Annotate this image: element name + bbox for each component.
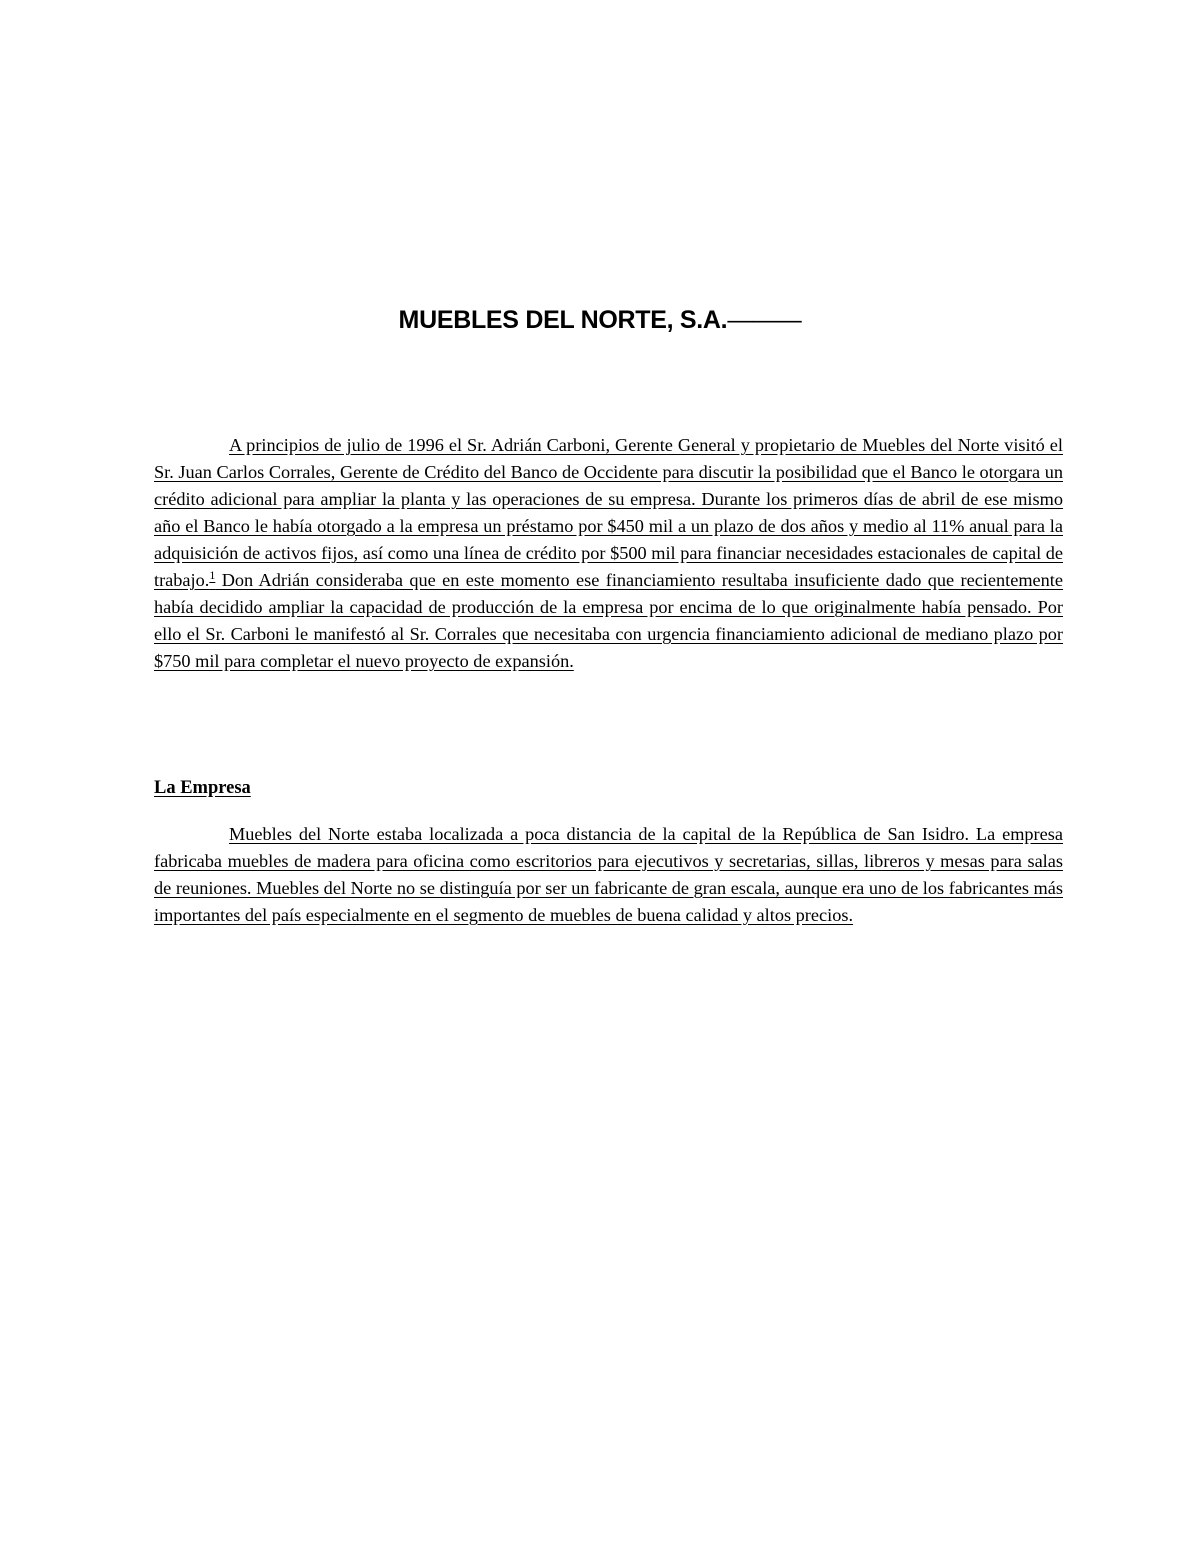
company-paragraph: Muebles del Norte estaba localizada a poca distancia de la capital de la República de San Isidro. La empresa fabricaba muebles de madera para oficina como escritorios para ejecutivos y secretarias, sillas, libreros y mesas para salas de reuniones. Muebles del Norte no se distinguía por ser un fabricante de gran escala, aunque era uno de los fabricantes más importantes del país especialmente en el segmento de muebles de buena calidad y altos precios.: [154, 824, 1063, 925]
intro-paragraph: [154, 432, 1063, 675]
section-heading-la-empresa: La Empresa: [154, 778, 251, 798]
title-text: MUEBLES DEL NORTE, S.A.: [398, 306, 728, 334]
intro-paragraph-part-a: A principios de julio de 1996 el Sr. Adrián Carboni, Gerente General y propietario de Muebles del Norte visitó el Sr. Juan Carlos Corrales, Gerente de Crédito del Banco de Occidente para discutir la posibilidad que el Banco le otorgara un crédito adicional para ampliar la planta y las operaciones de su empresa. Durante los primeros días de abril de ese mismo año el Banco le había otorgado a la empresa un préstamo por $450 mil a un plazo de dos años y medio al 11% anual para la adquisición de activos fijos, así como una línea de crédito por $500 mil para financiar necesidades estacionales de capital de trabajo.: [154, 435, 1063, 590]
title-dash: ———: [727, 306, 802, 334]
intro-paragraph-part-b: Don Adrián consideraba que en este momento ese financiamiento resultaba insuficiente dado que recientemente había decidido ampliar la capacidad de producción de la empresa por encima de lo que originalmente había pensado. Por ello el Sr. Carboni le manifestó al Sr. Corrales que necesitaba con urgencia financiamiento adicional de mediano plazo por $750 mil para completar el nuevo proyecto de expansión.: [154, 570, 1063, 671]
document-title: [0, 302, 1200, 338]
footnote-marker: 1: [209, 568, 216, 582]
